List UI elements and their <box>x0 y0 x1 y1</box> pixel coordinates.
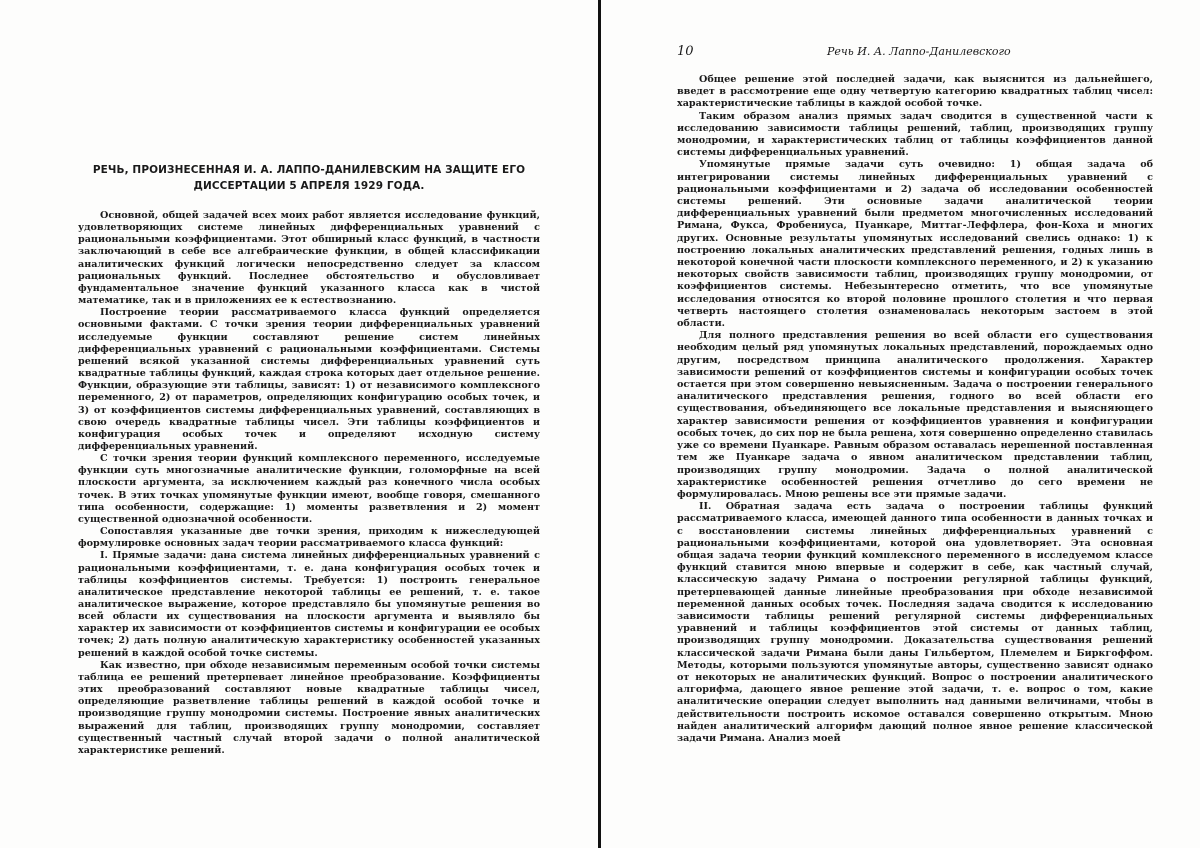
paragraph: Упомянутые прямые задачи суть очевидно: 1) общая задача об интегрировании системы линейных дифференциальных уравнений с рациональными коэффициентами и 2) задача об исследовании особенностей системы решений. Эти основные задачи аналитической теории дифференциальных уравнений были предметом многочисленных исследований Римана, Фукса, Фробениуса, Пуанкаре, Миттаг-Леффлера, фон-Коха и многих других. Основные результаты упомянутых исследований свелись однако: 1) к построению локальных аналитических представлений решения, годных лишь в некоторой конечной части плоскости комплексного переменного, и 2) к указанию некоторых свойств зависимости таблиц, производящих группу монодромии, от коэффициентов системы. Небезынтересно отметить, что все упомянутые исследования относятся ко второй половине прошлого столетия и что первая четверть настоящего столетия ознаменовалась некоторым застоем в этой области. <box>677 159 1153 330</box>
paragraph: С точки зрения теории функций комплексного переменного, исследуемые функции суть многозначные аналитические функции, голоморфные на всей плоскости аргумента, за исключением каждый раз конечного числа особых точек. В этих точках упомянутые функции имеют, вообще говоря, смешанного типа особенности, содержащие: 1) моменты разветвления и 2) момент существенной однозначной особенности. <box>78 453 540 525</box>
paragraph: II. Обратная задача есть задача о построении таблицы функций рассматриваемого класса, имеющей данного типа особенности в данных точках и с восстановлении системы линейных дифференциальных уравнений с рациональными коэффициентами, которой она удовлетворяет. Эта основная общая задача теории функций комплексного переменного в исследуемом классе функций ставится мною впервые и содержит в себе, как частный случай, классическую задачу Римана о построении регулярной таблицы функций, претерпевающей данные линейные преобразования при обходе независимой переменной данных особых точек. Последняя задача сводится к исследованию зависимости таблицы решений регулярной системы дифференциальных уравнений и таблицы коэффициентов этой системы от данных таблиц, производящих группу монодромии. Доказательства существования решений классической задачи Римана были даны Гильбертом, Племелем и Биркгоффом. Методы, которыми пользуются упомянутые авторы, существенно зависят однако от некоторых не аналитических функций. Вопрос о построении аналитического алгорифма, дающего явное решение этой задачи, т. е. вопрос о том, какие аналитические операции следует выполнить над данными величинами, чтобы в действительности построить искомое оставался совершенно открытым. Мною найден аналитический алгорифм дающий полное явное решение классической задачи Римана. Анализ моей <box>677 501 1153 744</box>
paragraph: Для полного представления решения во всей области его существования необходим целый ряд упомянутых локальных представлений, порождаемых одно другим, посредством принципа аналитического продолжения. Характер зависимости решений от коэффициентов системы и конфигурации особых точек остается при этом совершенно невыясненным. Задача о построении генерального аналитического представления решения, годного во всей области его существования, объединяющего все локальные представления и выясняющего характер зависимости решения от коэффициентов уравнения и конфигурации особых точек, до сих пор не была решена, хотя совершенно определенно ставилась уже со времени Пуанкаре. Равным образом оставалась нерешенной поставленная тем же Пуанкаре задача о явном аналитическом представлении таблиц, производящих группу монодромии. Задача о полной аналитической характеристике особенностей решения отчетливо до сего времени не формулировалась. Мною решены все эти прямые задачи. <box>677 330 1153 500</box>
paragraph: Таким образом анализ прямых задач сводится в существенной части к исследованию зависимости таблицы решений, таблиц, производящих группу монодромии, и характеристических таблиц от таблицы коэффициентов данной системы дифференциальных уравнений. <box>677 110 1153 159</box>
left-page-content <box>78 162 540 757</box>
paragraph: Построение теории рассматриваемого класса функций определяется основными фактами. С точки зрения теории дифференциальных уравнений исследуемые функции составляют решение систем линейных дифференциальных уравнений с рациональными коэффициентами. Системы решений всякой указанной системы дифференциальных уравнений суть квадратные таблицы функций, каждая строка которых дает отдельное решение. Функции, образующие эти таблицы, зависят: 1) от независимого комплексного переменного, 2) от параметров, определяющих конфигурацию особых точек, и 3) от коэффициентов системы дифференциальных уравнений, составляющих в свою очередь квадратные таблицы чисел. Эти таблицы коэффициентов и конфигурация особых точек и определяют исходную систему дифференциальных уравнений. <box>78 307 540 452</box>
paragraph: Как известно, при обходе независимым переменным особой точки системы таблица ее решений претерпевает линейное преобразование. Коэффициенты этих преобразований составляют новые квадратные таблицы чисел, определяющие разветвление таблицы решений в каждой особой точке и производящие группу монодромии системы. Построение явных аналитических выражений для таблиц, производящих группу монодромии, составляет существенный частный случай второй задачи о полной аналитической характеристике решений. <box>78 659 540 756</box>
left-page-body <box>78 210 540 757</box>
running-head: Речь И. А. Лаппо-Данилевского <box>827 45 1011 58</box>
paragraph: Основной, общей задачей всех моих работ является исследование функций, удовлетворяющих системе линейных дифференциальных уравнений с рациональными коэффициентами. Этот обширный класс функций, в частности заключающий в себе все алгебраические функции, в общей классификации аналитических функций логически непосредственно следует за классом рациональных функций. Последнее обстоятельство и обусловливает фундаментальное значение функций указанного класса как в чистой математике, так и в приложениях ее к естествознанию. <box>78 210 540 307</box>
left-page <box>0 0 598 848</box>
paragraph: Общее решение этой последней задачи, как выяснится из дальнейшего, введет в рассмотрение еще одну четвертую категорию квадратных таблиц чисел: характеристические таблицы в каждой особой точке. <box>677 74 1153 110</box>
paragraph: I. Прямые задачи: дана система линейных дифференциальных уравнений с рациональными коэффициентами, т. е. дана конфигурация особых точек и таблицы коэффициентов системы. Требуется: 1) построить генеральное аналитическое представление некоторой таблицы ее решений, т. е. такое аналитическое выражение, которое представляло бы упомянутые решения во всей области их существования на плоскости аргумента и выявляло бы характер их зависимости от коэффициентов системы и конфигурации ее особых точек; 2) дать полную аналитическую характеристику особенностей указанных решений в каждой особой точке системы. <box>78 550 540 659</box>
right-page <box>601 0 1200 848</box>
paragraph: Сопоставляя указанные две точки зрения, приходим к нижеследующей формулировке основных задач теории рассматриваемого класса функций: <box>78 526 540 550</box>
page-number: 10 <box>677 44 694 59</box>
right-page-body <box>677 74 1153 745</box>
page-header <box>677 44 1147 64</box>
speech-title: РЕЧЬ, ПРОИЗНЕСЕННАЯ И. А. ЛАППО-ДАНИЛЕВСКИМ НА ЗАЩИТЕ ЕГО ДИССЕРТАЦИИ 5 АПРЕЛЯ 1929 ГОДА. <box>92 164 526 192</box>
